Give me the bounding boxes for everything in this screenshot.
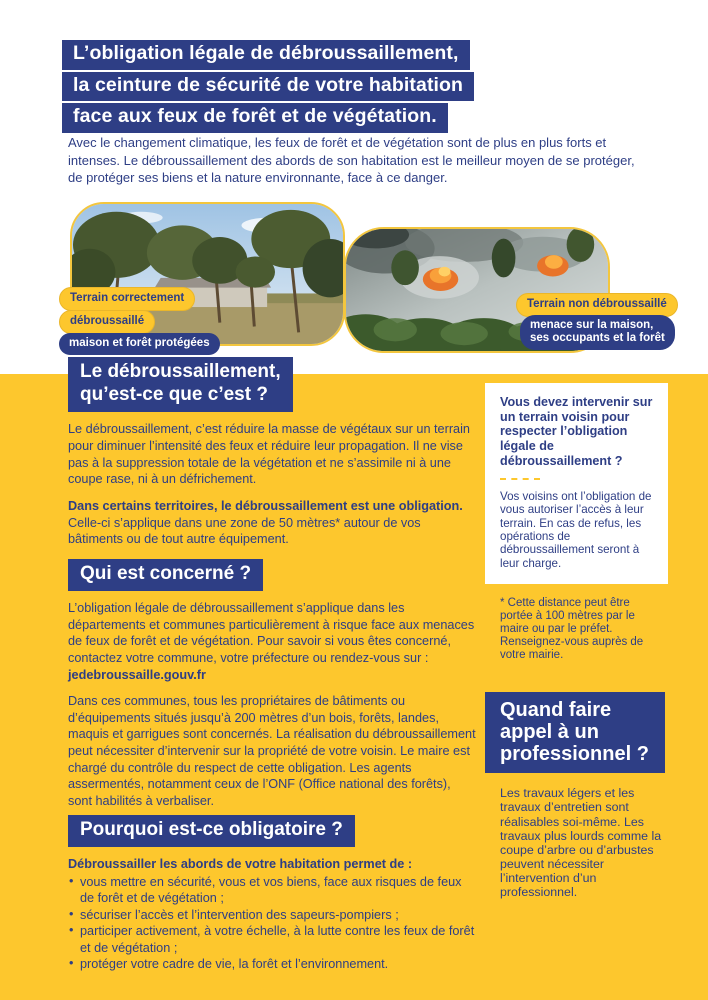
why-lead: Débroussailler les abords de votre habitation permet de : <box>68 856 413 871</box>
why-bullet-list <box>68 874 476 973</box>
why-bullet-4: • protéger votre cadre de vie, la forêt et l’environnement. <box>68 956 476 973</box>
what-paragraph-2 <box>68 498 476 548</box>
dashed-divider <box>500 478 540 480</box>
section-heading-who: Qui est concerné ? <box>68 559 263 591</box>
why-bullet-2: • sécuriser l’accès et l’intervention des sapeurs-pompiers ; <box>68 907 476 924</box>
label-terrain-correctement: Terrain correctement <box>59 287 195 311</box>
title-line-2: la ceinture de sécurité de votre habitation <box>62 72 474 102</box>
neighbor-card <box>485 383 668 584</box>
label-menace-line1: menace sur la maison, <box>530 319 654 331</box>
page-title <box>62 40 474 135</box>
title-line-1: L’obligation légale de débroussaillement, <box>62 40 470 70</box>
who-paragraph-1 <box>68 600 476 683</box>
distance-footnote: * Cette distance peut être portée à 100 mètres par le maire ou par le préfet. Renseignez-vous auprès de votre mairie. <box>500 597 644 662</box>
why-bullet-3: • participer activement, à votre échelle, à la lutte contre les feux de forêt et de végétation ; <box>68 923 476 956</box>
section-heading-professional: Quand faire appel à un professionnel ? <box>485 692 665 773</box>
heading-what-line2: qu’est-ce que c’est ? <box>80 384 268 406</box>
what-paragraph-1: Le débroussaillement, c’est réduire la masse de végétaux sur un terrain pour diminuer l’intensité des feux et réduire leur propagation. Il ne vise pas à la suppression totale de la végétation et ne s’assimile ni à une coupe rase, ni à un défrichement. <box>68 422 470 487</box>
neighbor-card-body: Vos voisins ont l’obligation de vous autoriser l’accès à leur terrain. En cas de refus, les opérations de débroussaillement seront à leur charge. <box>500 489 652 570</box>
intro-paragraph: Avec le changement climatique, les feux de forêt et de végétation sont de plus en plus forts et intenses. Le débroussaillement des abords de son habitation est le meilleur moyen de se protéger, de protéger ses biens et la nature environnante, face à ce danger. <box>68 135 635 186</box>
professional-body: Les travaux légers et les travaux d’entretien sont réalisables soi-même. Les travaux plus lourds comme la coupe d’arbre ou d’arbustes peuvent nécessiter l’intervention d’un professionnel. <box>500 786 662 900</box>
heading-what-line1: Le débroussaillement, <box>80 361 281 382</box>
why-bullet-1: • vous mettre en sécurité, vous et vos biens, face aux risques de feux de forêt et de végétation ; <box>68 874 476 907</box>
what-paragraph-2-rest: Celle-ci s’applique dans une zone de 50 mètres* autour de vos bâtiments ou de tout autre équipement. <box>68 515 421 547</box>
who-paragraph-2: Dans ces communes, tous les propriétaires de bâtiments ou d’équipements situés jusqu’à 200 mètres d’un bois, forêts, landes, maquis et garrigues sont concernés. La réalisation du débroussaillement peut nécessiter d’intervenir sur la propriété de votre voisin. Le maire est chargé du contrôle du respect de cette obligation. Les agents assermentés, notamment ceux de l’ONF (Office national des forêts), sont habilités à verbaliser. <box>68 694 476 809</box>
section-heading-why: Pourquoi est-ce obligatoire ? <box>68 815 355 847</box>
section-heading-what <box>68 357 293 412</box>
aside-column <box>485 383 668 899</box>
neighbor-card-heading: Vous devez intervenir sur un terrain voisin pour respecter l’obligation légale de débroussaillement ? <box>500 395 653 468</box>
label-maison-foret-protegees: maison et forêt protégées <box>59 333 220 355</box>
who-paragraph-1-text: L’obligation légale de débroussaillement s’applique dans les départements et communes particulièrement à risque face aux menaces de feux de forêt et de végétation. Pour savoir si vous êtes concerné, contactez votre commune, votre préfecture ou rendez-vous sur : <box>68 601 475 665</box>
label-menace-maison <box>520 315 675 350</box>
title-line-3: face aux feux de forêt et de végétation. <box>62 103 448 133</box>
label-debroussaille: débroussaillé <box>59 310 155 334</box>
who-website-link: jedebroussaille.gouv.fr <box>68 667 206 682</box>
label-terrain-non-debroussaille: Terrain non débroussaillé <box>516 293 678 317</box>
main-column <box>68 357 476 973</box>
label-menace-line2: ses occupants et la forêt <box>530 332 665 345</box>
what-paragraph-2-bold: Dans certains territoires, le débroussaillement est une obligation. <box>68 498 463 513</box>
